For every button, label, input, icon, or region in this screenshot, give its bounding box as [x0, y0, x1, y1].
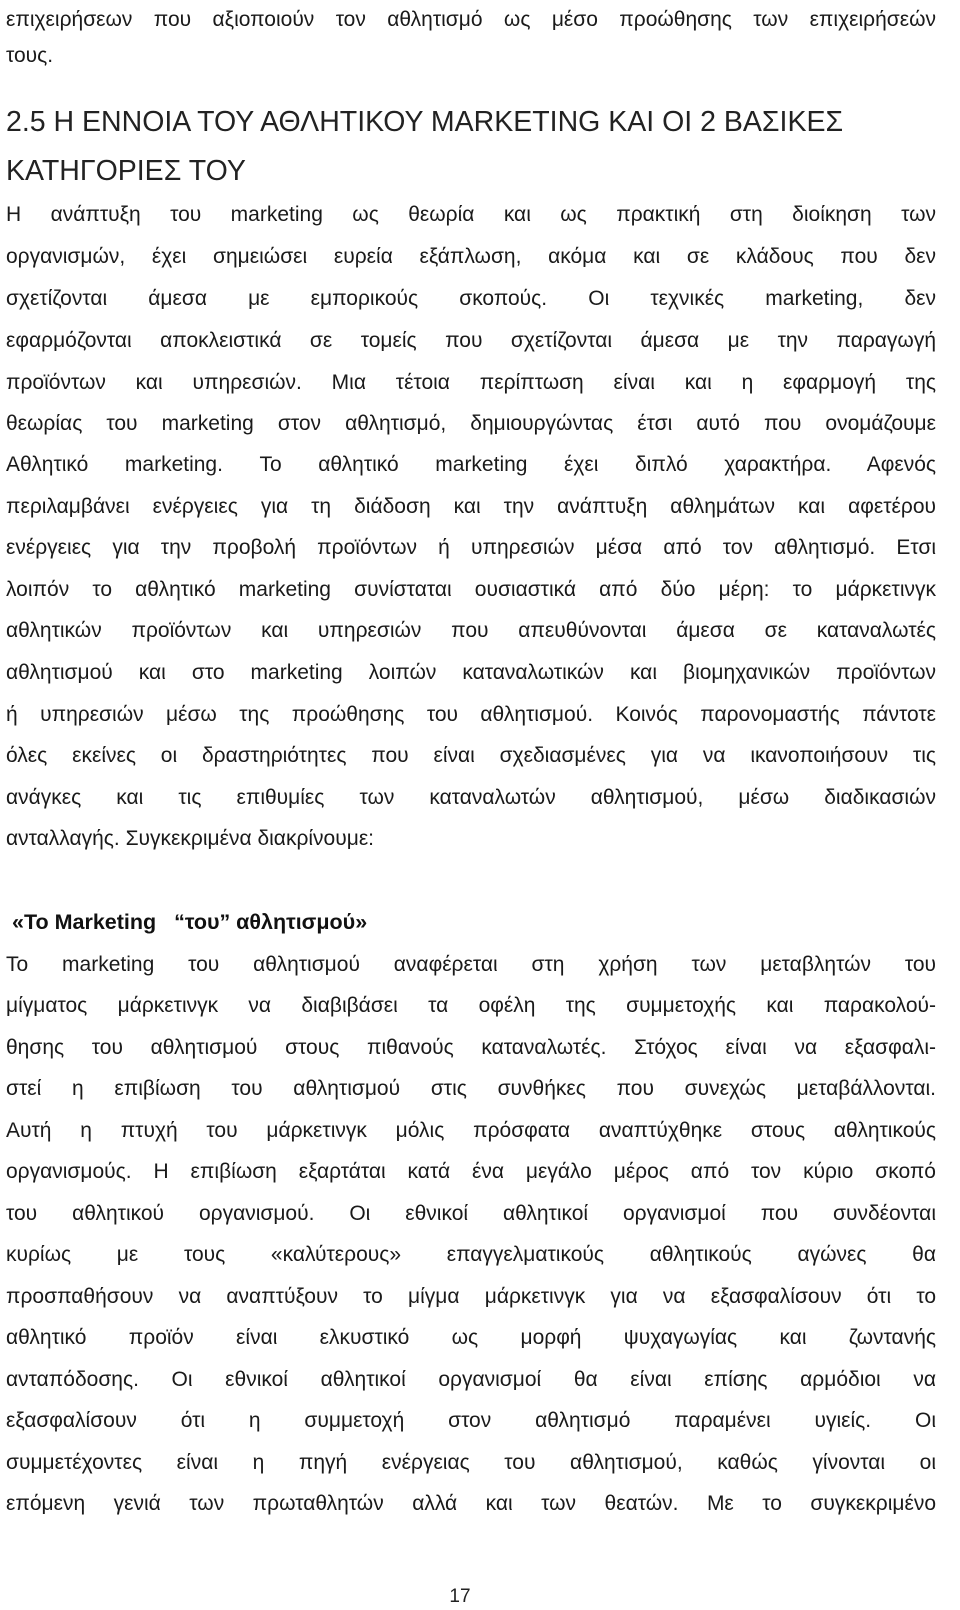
paragraph-line: του αθλητικού οργανισμού. Οι εθνικοί αθλητικοί οργανισμοί που συνδέονται	[6, 1202, 936, 1225]
section-heading: 2.5 Η ΕΝΝΟΙΑ ΤΟΥ ΑΘΛΗΤΙΚΟΥ MARKETING ΚΑΙ ΟΙ 2 ΒΑΣΙΚΕΣ	[6, 106, 844, 138]
paragraph-line: οργανισμών, έχει σημειώσει ευρεία εξάπλωση, ακόμα και σε κλάδους που δεν	[6, 245, 936, 268]
intro-line: τους.	[6, 44, 54, 67]
paragraph-line: προσπαθήσουν να αναπτύξουν το μίγμα μάρκετινγκ για να εξασφαλίσουν ότι το	[6, 1285, 936, 1308]
section-heading: ΚΑΤΗΓΟΡΙΕΣ ΤΟΥ	[6, 155, 246, 187]
paragraph-line: προϊόντων και υπηρεσιών. Μια τέτοια περίπτωση είναι και η εφαρμογή της	[6, 371, 936, 394]
paragraph-line: οργανισμούς. Η επιβίωση εξαρτάται κατά ένα μεγάλο μέρος από τον κύριο σκοπό	[6, 1160, 936, 1183]
paragraph-line: ανταπόδοσης. Οι εθνικοί αθλητικοί οργανισμοί θα είναι επίσης αρμόδιοι να	[6, 1368, 936, 1391]
paragraph-line: ανάγκες και τις επιθυμίες των καταναλωτών αθλητισμού, μέσω διαδικασιών	[6, 786, 936, 809]
paragraph-line: Το marketing του αθλητισμού αναφέρεται στη χρήση των μεταβλητών του	[6, 953, 936, 976]
paragraph-line: κυρίως με τους «καλύτερους» επαγγελματικούς αθλητικούς αγώνες θα	[6, 1243, 936, 1266]
paragraph-line: Η ανάπτυξη του marketing ως θεωρία και ως πρακτική στη διοίκηση των	[6, 203, 936, 226]
paragraph-line: αθλητικό προϊόν είναι ελκυστικό ως μορφή ψυχαγωγίας και ζωντανής	[6, 1326, 936, 1349]
paragraph-line: όλες εκείνες οι δραστηριότητες που είναι σχεδιασμένες για να ικανοποιήσουν τις	[6, 744, 936, 767]
paragraph-line: ανταλλαγής. Συγκεκριμένα διακρίνουμε:	[6, 827, 375, 850]
paragraph-line: συμμετέχοντες είναι η πηγή ενέργειας του αθλητισμού, καθώς γίνονται οι	[6, 1451, 936, 1474]
paragraph-line: ενέργειες για την προβολή προϊόντων ή υπηρεσιών μέσα από τον αθλητισμό. Ετσι	[6, 536, 936, 559]
paragraph-line: θεωρίας του marketing στον αθλητισμό, δημιουργώντας έτσι αυτό που ονομάζουμε	[6, 412, 936, 435]
paragraph-line: εφαρμόζονται αποκλειστικά σε τομείς που σχετίζονται άμεσα με την παραγωγή	[6, 329, 936, 352]
subsection-heading: «Το Marketing “του” αθλητισμού»	[12, 910, 368, 934]
paragraph-line: επόμενη γενιά των πρωταθλητών αλλά και των θεατών. Με το συγκεκριμένο	[6, 1492, 936, 1515]
paragraph-line: αθλητισμού και στο marketing λοιπών καταναλωτικών και βιομηχανικών προϊόντων	[6, 661, 936, 684]
page-number: 17	[449, 1586, 471, 1607]
paragraph-line: μίγματος μάρκετινγκ να διαβιβάσει τα οφέλη της συμμετοχής και παρακολού-	[6, 994, 936, 1017]
paragraph-line: λοιπόν το αθλητικό marketing συνίσταται ουσιαστικά από δύο μέρη: το μάρκετινγκ	[6, 578, 936, 601]
paragraph-line: ή υπηρεσιών μέσω της προώθησης του αθλητισμού. Κοινός παρονομαστής πάντοτε	[6, 703, 936, 726]
paragraph-line: Αθλητικό marketing. Το αθλητικό marketing έχει διπλό χαρακτήρα. Αφενός	[6, 453, 936, 476]
paragraph-line: περιλαμβάνει ενέργειες για τη διάδοση και την ανάπτυξη αθλημάτων και αφετέρου	[6, 495, 936, 518]
intro-line: επιχειρήσεων που αξιοποιούν τον αθλητισμό ως μέσο προώθησης των επιχειρήσεών	[6, 8, 936, 31]
paragraph-line: στεί η επιβίωση του αθλητισμού στις συνθήκες που συνεχώς μεταβάλλονται.	[6, 1077, 936, 1100]
paragraph-line: θησης του αθλητισμού στους πιθανούς καταναλωτές. Στόχος είναι να εξασφαλι-	[6, 1036, 936, 1059]
paragraph-line: Αυτή η πτυχή του μάρκετινγκ μόλις πρόσφατα αναπτύχθηκε στους αθλητικούς	[6, 1119, 936, 1142]
paragraph-line: σχετίζονται άμεσα με εμπορικούς σκοπούς. Οι τεχνικές marketing, δεν	[6, 287, 936, 310]
paragraph-line: εξασφαλίσουν ότι η συμμετοχή στον αθλητισμό παραμένει υγιείς. Οι	[6, 1409, 936, 1432]
paragraph-line: αθλητικών προϊόντων και υπηρεσιών που απευθύνονται άμεσα σε καταναλωτές	[6, 619, 936, 642]
